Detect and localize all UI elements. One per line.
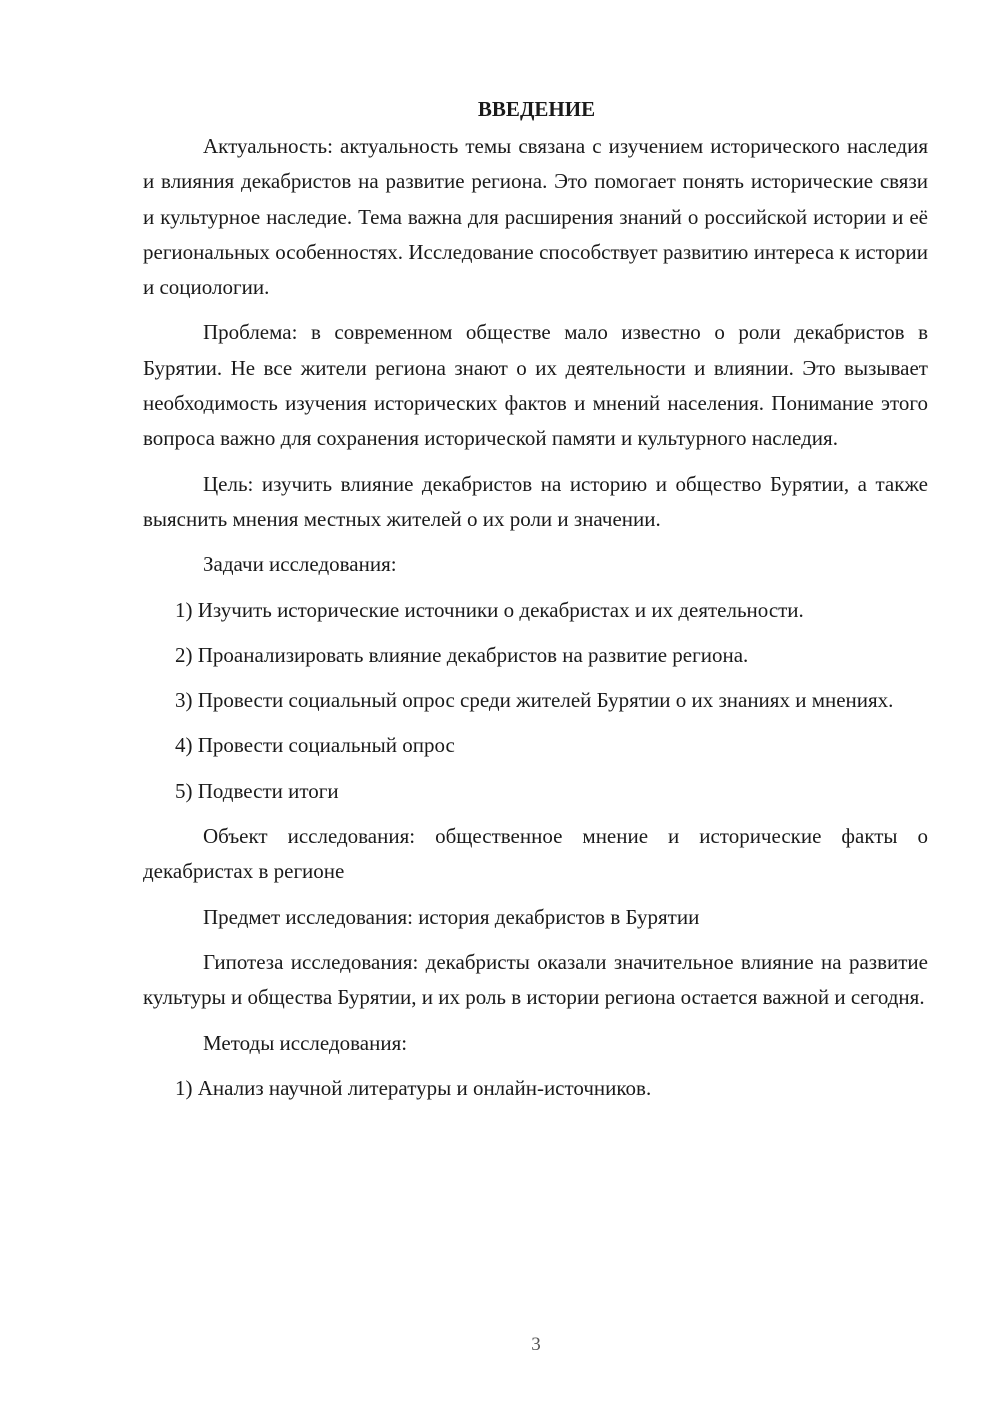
method-item-1: 1) Анализ научной литературы и онлайн-источников. [175,1075,652,1100]
hypothesis-paragraph: Гипотеза исследования: декабристы оказали значительное влияние на развитие культуры и общества Бурятии, и их роль в истории региона остается важной и сегодня. [143,949,928,1010]
document-page [143,92,928,1116]
task-item-3: 3) Провести социальный опрос среди жителей Бурятии о их знаниях и мнениях. [175,688,894,713]
problem-paragraph: Проблема: в современном обществе мало известно о роли декабристов в Бурятии. Не все жители региона знают о их деятельности и влиянии. Это вызывает необходимость изучения исторических фактов и мнений населения. Понимание этого вопроса важно для сохранения исторической памяти и культурного наследия. [143,320,928,451]
task-item-2: 2) Проанализировать влияние декабристов на развитие региона. [175,642,749,667]
page-number: 3 [531,1334,541,1355]
task-item-5: 5) Подвести итоги [175,778,339,803]
methods-title: Методы исследования: [203,1030,408,1055]
tasks-title: Задачи исследования: [203,552,397,577]
object-paragraph: Объект исследования: общественное мнение и исторические факты о декабристах в регионе [143,824,928,884]
relevance-paragraph: Актуальность: актуальность темы связана с изучением исторического наследия и влияния декабристов на развитие региона. Это помогает понять исторические связи и культурное наследие. Тема важна для расширения знаний о российской истории и её региональных особенностях. Исследование способствует развитию интереса к истории и социологии. [143,134,928,300]
task-item-4: 4) Провести социальный опрос [175,733,455,758]
task-item-1: 1) Изучить исторические источники о декабристах и их деятельности. [175,597,804,622]
subject-paragraph: Предмет исследования: история декабристов в Бурятии [203,904,700,929]
page-title: ВВЕДЕНИЕ [477,97,596,121]
goal-paragraph: Цель: изучить влияние декабристов на историю и общество Бурятии, а также выяснить мнения местных жителей о их роли и значении. [143,471,928,531]
